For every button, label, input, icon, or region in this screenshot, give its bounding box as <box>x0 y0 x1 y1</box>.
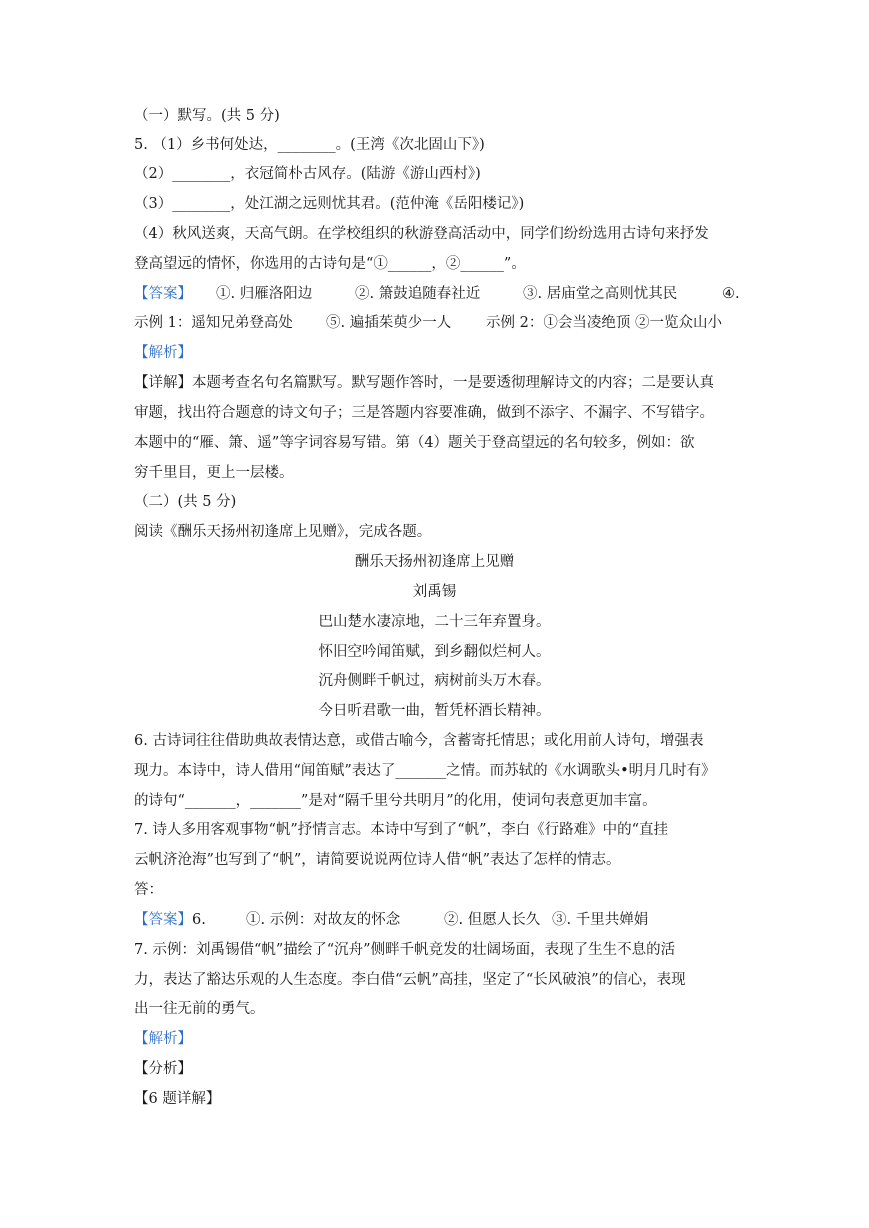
fenxi-label: 【分析】 <box>134 1061 192 1077</box>
q5-line3: （3）________，处江湖之远则忧其君。(范仲淹《岳阳楼记》) <box>134 196 525 212</box>
poem-title: 酬乐天扬州初逢席上见赠 <box>354 554 515 570</box>
q6-line-3: 的诗句“_______，_______”是对“隔千里兮共明月”的化用，使词句表意更加丰富。 <box>134 793 657 809</box>
detail-line-1: 【详解】本题考查名句名篇默写。默写题作答时，一是要透彻理解诗文的内容；二是要认真 <box>134 375 714 391</box>
poem-line-2: 怀旧空吟闻笛赋，到乡翻似烂柯人。 <box>318 644 551 660</box>
q5-answer-5: ⑤. 遍插茱萸少一人 <box>326 315 452 331</box>
q7-line-2: 云帆济沧海”也写到了“帆”，请简要说说两位诗人借“帆”表达了怎样的情志。 <box>134 852 621 868</box>
q5-answer-2: ②. 箫鼓追随春社近 <box>355 286 481 302</box>
q5-line2: （2）________，衣冠简朴古风存。(陆游《游山西村》) <box>134 166 481 182</box>
poem-line-1: 巴山楚水凄凉地，二十三年弃置身。 <box>318 614 551 630</box>
q5-answer-4: ④. <box>722 286 740 302</box>
answer-prompt: 答： <box>134 882 163 898</box>
q5-answer-line <box>134 284 774 304</box>
analysis-label-2: 【解析】 <box>134 1031 192 1047</box>
poem-line-3: 沉舟侧畔千帆过，病树前头万木春。 <box>318 673 551 689</box>
detail-line-3: 本题中的“雁、箫、遥”等字词容易写错。第（4）题关于登高望远的名句较多，例如：欲 <box>134 435 695 451</box>
q6-line-1: 6. 古诗词往往借助典故表情达意，或借古喻今，含蓄寄托情思；或化用前人诗句，增强表 <box>134 733 704 749</box>
poem-line-4: 今日听君歌一曲，暂凭杯酒长精神。 <box>318 703 551 719</box>
q5-line1: 5. （1）乡书何处达，________。(王湾《次北固山下》) <box>134 137 485 153</box>
q5-line5: 登高望远的情怀，你选用的古诗句是“①______，②______”。 <box>134 256 526 272</box>
poem-author: 刘禹锡 <box>412 584 457 600</box>
q7-line-1: 7. 诗人多用客观事物“帆”抒情言志。本诗中写到了“帆”，李白《行路难》中的“直挂 <box>134 822 669 838</box>
q7-answer-line-3: 出一往无前的勇气。 <box>134 1001 265 1017</box>
q6-answer-2: ②. 但愿人长久 <box>444 912 541 928</box>
answer-label-2: 【答案】 <box>134 912 192 928</box>
q6-line-2: 现力。本诗中，诗人借用“闻笛赋”表达了_______之情。而苏轼的《水调歌头•明月几时有》 <box>134 763 716 779</box>
q5-answer-line2 <box>134 313 774 333</box>
q6-answer-1: ①. 示例：对故友的怀念 <box>246 912 401 928</box>
section2-heading: （二）(共 5 分) <box>134 494 237 510</box>
detail-line-2: 审题，找出符合题意的诗文句子；三是答题内容要准确，做到不添字、不漏字、不写错字。 <box>134 405 714 421</box>
q6-answer-num: 6. <box>192 912 206 928</box>
q6-answer-3: ③. 千里共婵娟 <box>552 912 649 928</box>
section1-heading: （一）默写。(共 5 分) <box>134 108 280 124</box>
section2-intro: 阅读《酬乐天扬州初逢席上见赠》，完成各题。 <box>134 524 432 540</box>
q5-answer-1: ①. 归雁洛阳边 <box>216 286 313 302</box>
q5-answer-3: ③. 居庙堂之高则忧其民 <box>523 286 678 302</box>
detail-line-4: 穷千里目，更上一层楼。 <box>134 465 294 481</box>
q5-answer-4-example: 示例 1：遥知兄弟登高处 <box>134 315 293 331</box>
q5-line4: （4）秋风送爽，天高气朗。在学校组织的秋游登高活动中，同学们纷纷选用古诗句来抒发 <box>134 226 709 242</box>
answer-label: 【答案】 <box>134 286 192 302</box>
q6-detail-label: 【6 题详解】 <box>134 1091 221 1107</box>
q6-answer-line <box>134 910 774 930</box>
q5-answer-6: 示例 2：①会当凌绝顶 ②一览众山小 <box>486 315 722 331</box>
analysis-label: 【解析】 <box>134 345 192 361</box>
q7-answer-line-2: 力，表达了豁达乐观的人生态度。李白借“云帆”高挂，坚定了“长风破浪”的信心，表现 <box>134 972 686 988</box>
q7-answer-line-1: 7. 示例：刘禹锡借“帆”描绘了“沉舟”侧畔千帆竞发的壮阔场面，表现了生生不息的活 <box>134 942 676 958</box>
